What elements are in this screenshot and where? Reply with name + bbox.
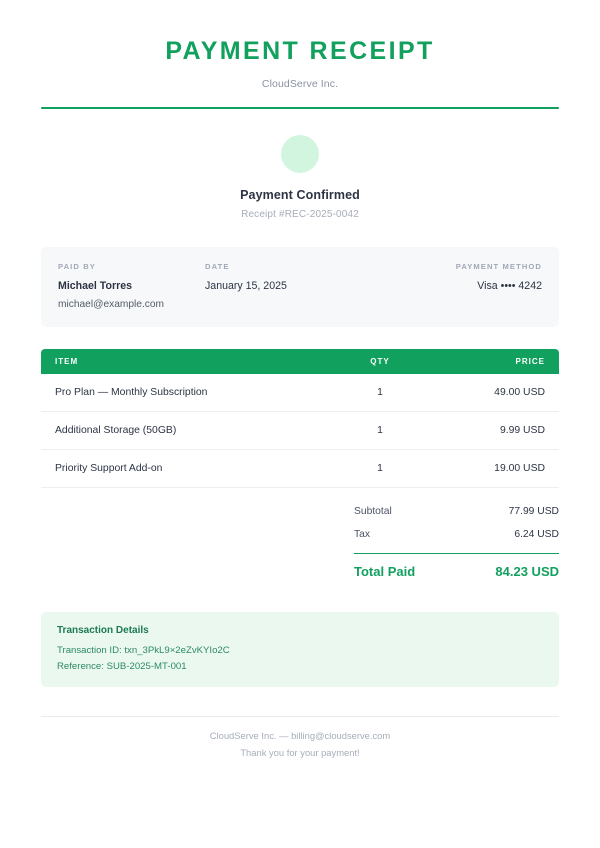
receipt-number: Receipt #REC-2025-0042 xyxy=(241,208,359,220)
subtotal-value: 77.99 USD xyxy=(508,505,559,517)
confirmation-circle-icon xyxy=(281,135,319,173)
tax-label: Tax xyxy=(354,528,371,540)
payment-method-column xyxy=(395,262,542,292)
transaction-details-panel xyxy=(41,612,559,687)
table-row xyxy=(41,412,559,450)
total-paid-row xyxy=(354,558,559,585)
line-item-name: Priority Support Add-on xyxy=(55,462,163,474)
line-item-qty: 1 xyxy=(377,462,383,474)
totals-section xyxy=(41,500,559,586)
line-item-price: 49.00 USD xyxy=(494,386,545,398)
line-item-name: Additional Storage (50GB) xyxy=(55,424,177,436)
subtotal-label: Subtotal xyxy=(354,505,392,517)
column-header-item: ITEM xyxy=(55,356,79,366)
line-item-qty: 1 xyxy=(377,424,383,436)
receipt-footer xyxy=(41,716,559,758)
subtotal-row xyxy=(354,500,559,523)
total-paid-value: 84.23 USD xyxy=(495,564,559,580)
company-name: CloudServe Inc. xyxy=(261,77,339,90)
column-header-qty: QTY xyxy=(370,356,390,366)
table-row xyxy=(41,374,559,412)
date-column xyxy=(205,262,395,292)
line-item-qty: 1 xyxy=(377,386,383,398)
table-row xyxy=(41,450,559,488)
date-value: January 15, 2025 xyxy=(205,279,287,292)
transaction-details-title: Transaction Details xyxy=(57,625,149,637)
line-item-price: 19.00 USD xyxy=(494,462,545,474)
paid-by-email: michael@example.com xyxy=(58,298,165,310)
paid-by-column xyxy=(58,262,205,310)
page-title: PAYMENT RECEIPT xyxy=(165,37,435,65)
receipt-header xyxy=(41,0,559,109)
paid-by-name: Michael Torres xyxy=(58,279,132,292)
status-badge: Payment Confirmed xyxy=(240,187,360,202)
transaction-reference: Reference: SUB-2025-MT-001 xyxy=(57,661,187,673)
payment-method-label: PAYMENT METHOD xyxy=(455,261,542,271)
payer-info-panel xyxy=(41,247,559,327)
line-item-price: 9.99 USD xyxy=(499,424,545,436)
footer-contact: CloudServe Inc. — billing@cloudserve.com xyxy=(209,730,391,742)
payment-status-block xyxy=(41,109,559,220)
tax-value: 6.24 USD xyxy=(514,528,559,540)
line-items-table xyxy=(41,349,559,488)
table-header-row xyxy=(41,349,559,374)
line-item-name: Pro Plan — Monthly Subscription xyxy=(55,386,208,398)
transaction-id: Transaction ID: txn_3PkL9×2eZvKYIo2C xyxy=(57,645,230,657)
totals-divider xyxy=(354,553,559,555)
total-paid-label: Total Paid xyxy=(354,564,416,580)
footer-thanks: Thank you for your payment! xyxy=(240,747,360,759)
column-header-price: PRICE xyxy=(515,356,545,366)
tax-row xyxy=(354,523,559,546)
paid-by-label: PAID BY xyxy=(58,261,96,271)
payment-method-value: Visa •••• 4242 xyxy=(477,279,542,292)
totals-inner xyxy=(354,500,559,586)
date-label: DATE xyxy=(205,261,230,271)
